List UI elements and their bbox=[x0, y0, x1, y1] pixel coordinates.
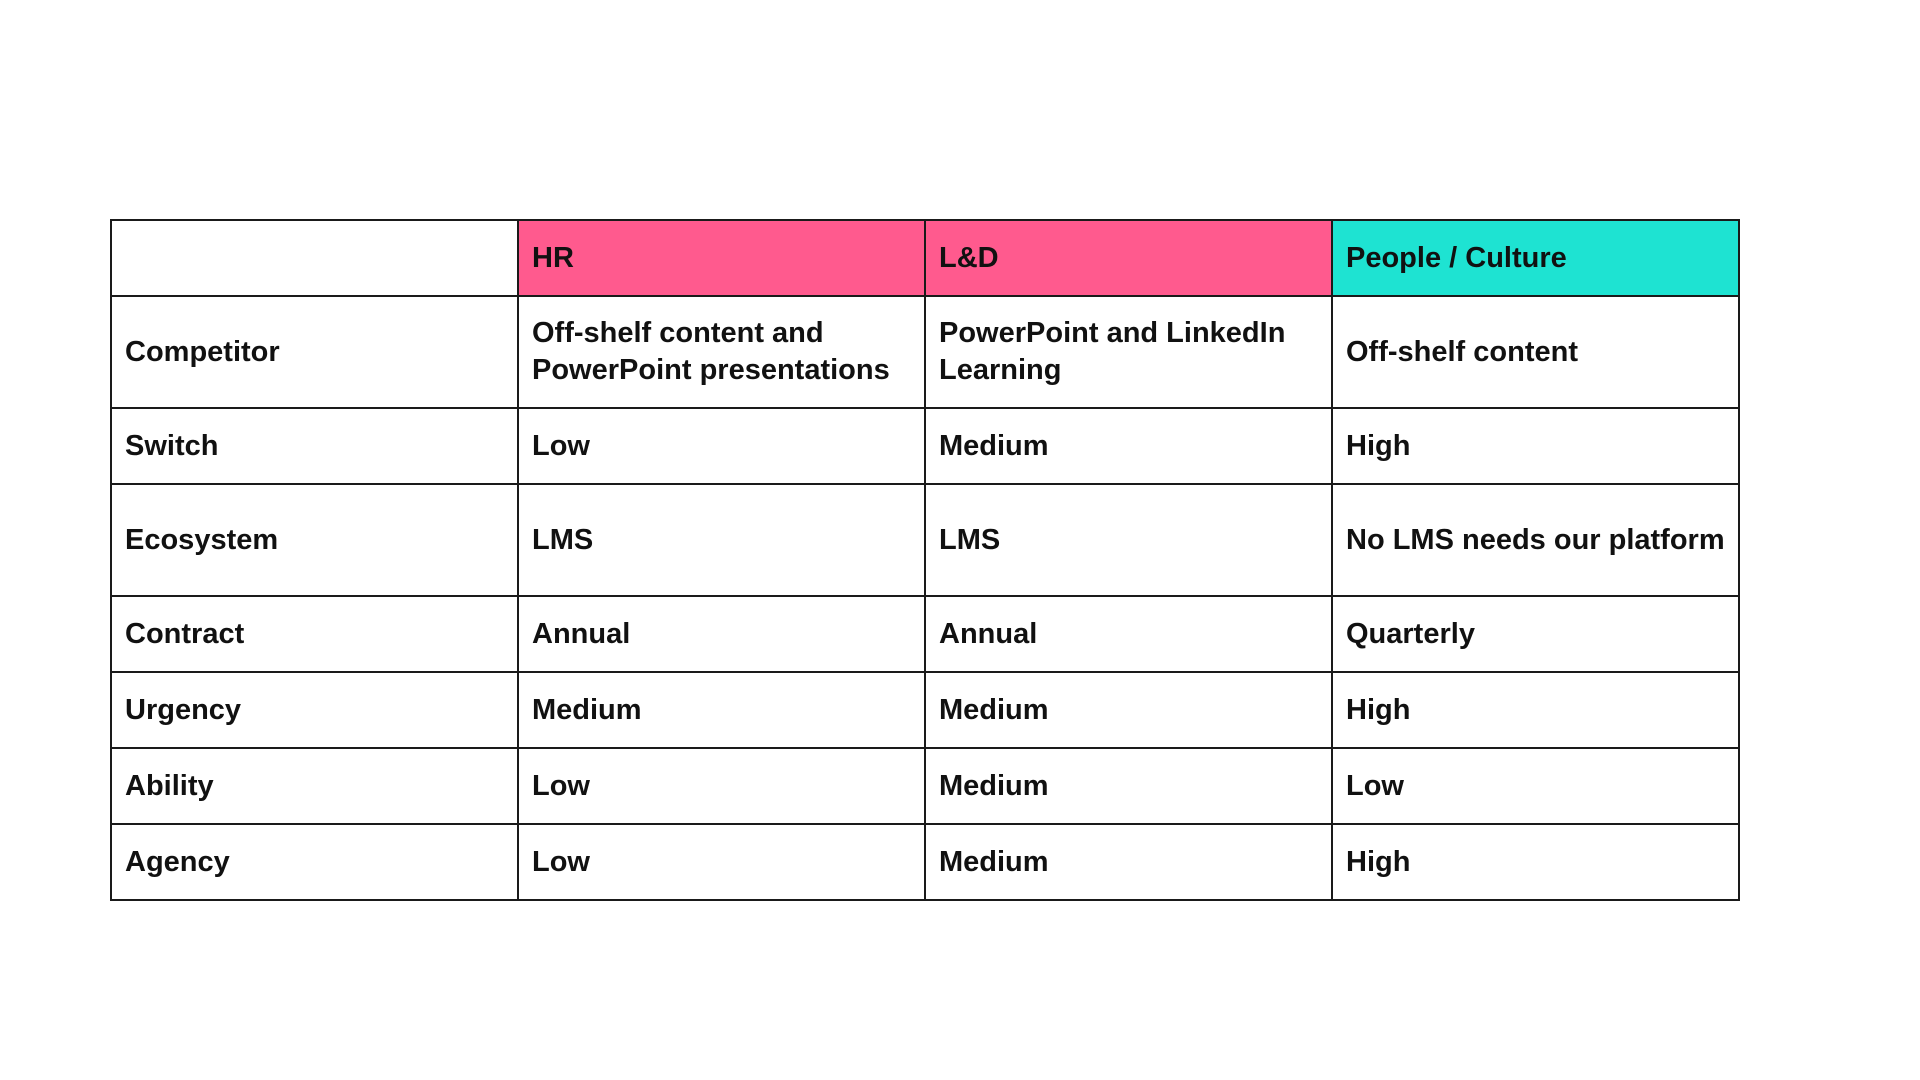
table-cell: Medium bbox=[925, 408, 1332, 484]
row-label: Competitor bbox=[111, 296, 518, 408]
table-cell: Off-shelf content and PowerPoint presentations bbox=[518, 296, 925, 408]
row-label: Urgency bbox=[111, 672, 518, 748]
table-row-competitor bbox=[111, 296, 1739, 408]
table-cell: Medium bbox=[925, 672, 1332, 748]
table-cell: Medium bbox=[925, 824, 1332, 900]
row-label: Ability bbox=[111, 748, 518, 824]
table-cell: High bbox=[1332, 672, 1739, 748]
table-cell: No LMS needs our platform bbox=[1332, 484, 1739, 596]
column-header-ld: L&D bbox=[925, 220, 1332, 296]
table-row-ecosystem bbox=[111, 484, 1739, 596]
table-cell: Medium bbox=[925, 748, 1332, 824]
row-label: Ecosystem bbox=[111, 484, 518, 596]
table-row-switch bbox=[111, 408, 1739, 484]
table-cell: Off-shelf content bbox=[1332, 296, 1739, 408]
header-corner-cell bbox=[111, 220, 518, 296]
table-cell: High bbox=[1332, 408, 1739, 484]
table-cell: Annual bbox=[925, 596, 1332, 672]
table-cell: LMS bbox=[518, 484, 925, 596]
comparison-table bbox=[110, 219, 1740, 901]
table-cell: Low bbox=[518, 408, 925, 484]
table-cell: Low bbox=[518, 748, 925, 824]
table-row-agency bbox=[111, 824, 1739, 900]
row-label: Contract bbox=[111, 596, 518, 672]
table-cell: PowerPoint and LinkedIn Learning bbox=[925, 296, 1332, 408]
table-cell: LMS bbox=[925, 484, 1332, 596]
table-row-ability bbox=[111, 748, 1739, 824]
table-cell: Low bbox=[1332, 748, 1739, 824]
table-cell: Quarterly bbox=[1332, 596, 1739, 672]
row-label: Switch bbox=[111, 408, 518, 484]
table-row-urgency bbox=[111, 672, 1739, 748]
column-header-people-culture: People / Culture bbox=[1332, 220, 1739, 296]
row-label: Agency bbox=[111, 824, 518, 900]
table-cell: Medium bbox=[518, 672, 925, 748]
table-header-row bbox=[111, 220, 1739, 296]
table-cell: Annual bbox=[518, 596, 925, 672]
table-row-contract bbox=[111, 596, 1739, 672]
column-header-hr: HR bbox=[518, 220, 925, 296]
table-cell: Low bbox=[518, 824, 925, 900]
table-cell: High bbox=[1332, 824, 1739, 900]
